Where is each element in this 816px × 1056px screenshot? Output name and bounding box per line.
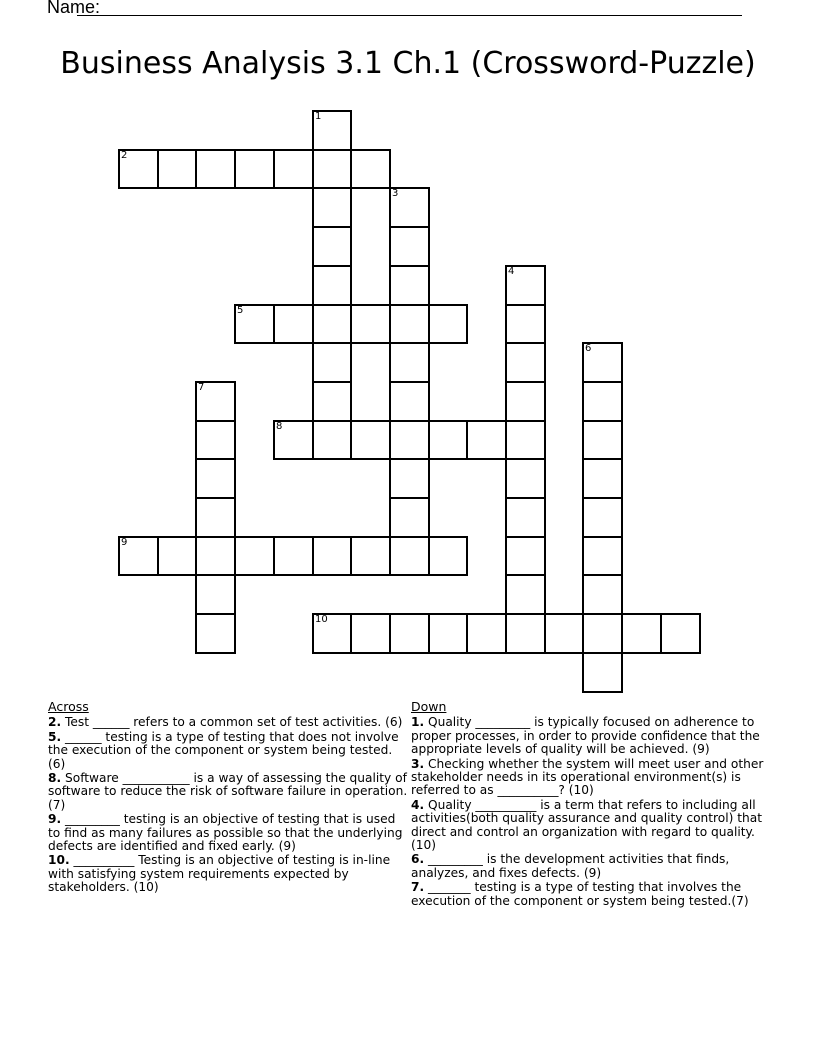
grid-cell[interactable] [234, 304, 275, 344]
grid-cell[interactable] [505, 536, 546, 576]
grid-cell[interactable] [350, 613, 391, 654]
clue-text: _________ is the development activities that finds, analyzes, and fixes defects. (9) [411, 852, 730, 880]
grid-cell[interactable] [582, 613, 623, 654]
grid-cell[interactable] [195, 536, 236, 576]
grid-cell[interactable] [582, 381, 623, 422]
clue-number-label: 8 [276, 421, 283, 432]
clue-text: Test ______ refers to a common set of test activities. (6) [61, 715, 403, 730]
grid-cell[interactable] [389, 381, 430, 422]
grid-cell[interactable] [350, 149, 391, 189]
grid-cell[interactable] [582, 497, 623, 538]
grid-cell[interactable] [505, 497, 546, 538]
down-clue-4 [411, 799, 771, 853]
grid-cell[interactable] [389, 536, 430, 576]
grid-cell[interactable] [582, 420, 623, 460]
grid-cell[interactable] [389, 304, 430, 344]
grid-cell[interactable] [195, 381, 236, 422]
grid-cell[interactable] [312, 110, 352, 151]
clue-text: __________ Testing is an objective of testing is in-line with satisfying system requirements expected by stakeholders. (10) [48, 853, 391, 895]
name-underline[interactable] [77, 15, 742, 16]
grid-cell[interactable] [505, 458, 546, 499]
name-label: Name: [47, 0, 101, 17]
grid-cell[interactable] [505, 613, 546, 654]
grid-cell[interactable] [582, 652, 623, 693]
grid-cell[interactable] [350, 420, 391, 460]
across-clue-8 [48, 772, 408, 812]
grid-cell[interactable] [389, 458, 430, 499]
grid-cell[interactable] [389, 420, 430, 460]
down-clue-3 [411, 758, 771, 798]
grid-cell[interactable] [389, 187, 430, 228]
across-clue-10 [48, 854, 408, 894]
clue-number: 9. [48, 812, 62, 827]
clue-text: Quality _________ is typically focused on adherence to proper processes, in order to provide confidence that the appropriate levels of quality will be achieved. (9) [411, 715, 760, 757]
grid-cell[interactable] [312, 149, 352, 189]
grid-cell[interactable] [505, 574, 546, 615]
grid-cell[interactable] [234, 149, 275, 189]
grid-cell[interactable] [389, 342, 430, 383]
grid-cell[interactable] [505, 381, 546, 422]
clue-number: 4. [411, 797, 425, 812]
grid-cell[interactable] [312, 342, 352, 383]
across-clue-2 [48, 716, 408, 729]
grid-cell[interactable] [389, 226, 430, 267]
clue-number-label: 3 [392, 188, 399, 199]
grid-cell[interactable] [582, 574, 623, 615]
grid-cell[interactable] [195, 613, 236, 654]
clue-number: 8. [48, 771, 62, 786]
clue-number: 10. [48, 853, 70, 868]
grid-cell[interactable] [505, 265, 546, 306]
clue-number-label: 1 [315, 111, 322, 122]
grid-cell[interactable] [621, 613, 662, 654]
grid-cell[interactable] [389, 613, 430, 654]
clue-text: Software ___________ is a way of assessing the quality of software to reduce the risk of software failure in operation. (7) [48, 771, 408, 812]
down-heading: Down [411, 699, 447, 714]
down-clue-1 [411, 716, 771, 756]
down-clue-7 [411, 881, 771, 908]
clue-number-label: 4 [508, 266, 515, 277]
grid-cell[interactable] [466, 613, 507, 654]
grid-cell[interactable] [312, 304, 352, 344]
grid-cell[interactable] [273, 536, 314, 576]
clue-number-label: 9 [121, 537, 128, 548]
grid-cell[interactable] [195, 458, 236, 499]
grid-cell[interactable] [660, 613, 701, 654]
across-clues [48, 700, 408, 896]
clue-text: _______ testing is a type of testing that involves the execution of the component or system being tested.(7) [411, 880, 749, 908]
grid-cell[interactable] [118, 149, 159, 189]
clue-number-label: 7 [198, 382, 205, 393]
grid-cell[interactable] [273, 304, 314, 344]
page-title: Business Analysis 3.1 Ch.1 (Crossword-Puzzle) [60, 46, 756, 81]
grid-cell[interactable] [466, 420, 507, 460]
grid-cell[interactable] [505, 304, 546, 344]
clue-number: 2. [48, 715, 62, 730]
grid-cell[interactable] [195, 149, 236, 189]
grid-cell[interactable] [273, 420, 314, 460]
clue-number: 7. [411, 880, 425, 895]
down-clues [411, 700, 771, 909]
clue-number: 5. [48, 729, 62, 744]
clue-text: Checking whether the system will meet user and other stakeholder needs in its operational environment(s) is referred to as __________? (10) [411, 756, 764, 798]
grid-cell[interactable] [582, 458, 623, 499]
grid-cell[interactable] [312, 420, 352, 460]
grid-cell[interactable] [118, 536, 159, 576]
grid-cell[interactable] [428, 536, 468, 576]
clue-number: 3. [411, 756, 425, 771]
clue-text: Quality __________ is a term that refers to including all activities(both quality assurance and quality control) that direct and control an organization with regard to quality. (10) [411, 797, 762, 853]
grid-cell[interactable] [195, 420, 236, 460]
grid-cell[interactable] [234, 536, 275, 576]
clue-text: ______ testing is a type of testing that does not involve the execution of the component or system being tested. (6) [48, 729, 399, 771]
grid-cell[interactable] [312, 536, 352, 576]
clue-number-label: 2 [121, 150, 128, 161]
grid-cell[interactable] [312, 381, 352, 422]
grid-cell[interactable] [582, 536, 623, 576]
grid-cell[interactable] [389, 497, 430, 538]
clue-number: 6. [411, 852, 425, 867]
grid-cell[interactable] [195, 574, 236, 615]
grid-cell[interactable] [428, 613, 468, 654]
across-clue-9 [48, 813, 408, 853]
grid-cell[interactable] [505, 420, 546, 460]
clue-text: _________ testing is an objective of testing that is used to find as many failures as possible so that the underlying defects are identified and fixed early. (9) [48, 812, 403, 854]
grid-cell[interactable] [350, 536, 391, 576]
grid-cell[interactable] [582, 342, 623, 383]
grid-cell[interactable] [312, 187, 352, 228]
clue-number-label: 10 [315, 614, 328, 625]
down-clue-6 [411, 853, 771, 880]
clue-number-label: 5 [237, 305, 244, 316]
grid-cell[interactable] [273, 149, 314, 189]
grid-cell[interactable] [389, 265, 430, 306]
grid-cell[interactable] [428, 304, 468, 344]
grid-cell[interactable] [312, 226, 352, 267]
grid-cell[interactable] [544, 613, 584, 654]
clue-number: 1. [411, 715, 425, 730]
grid-cell[interactable] [350, 304, 391, 344]
grid-cell[interactable] [428, 420, 468, 460]
grid-cell[interactable] [157, 536, 197, 576]
grid-cell[interactable] [157, 149, 197, 189]
grid-cell[interactable] [195, 497, 236, 538]
grid-cell[interactable] [312, 613, 352, 654]
grid-cell[interactable] [312, 265, 352, 306]
across-heading: Across [48, 699, 89, 714]
across-clue-5 [48, 731, 408, 771]
grid-cell[interactable] [505, 342, 546, 383]
clue-number-label: 6 [585, 343, 592, 354]
